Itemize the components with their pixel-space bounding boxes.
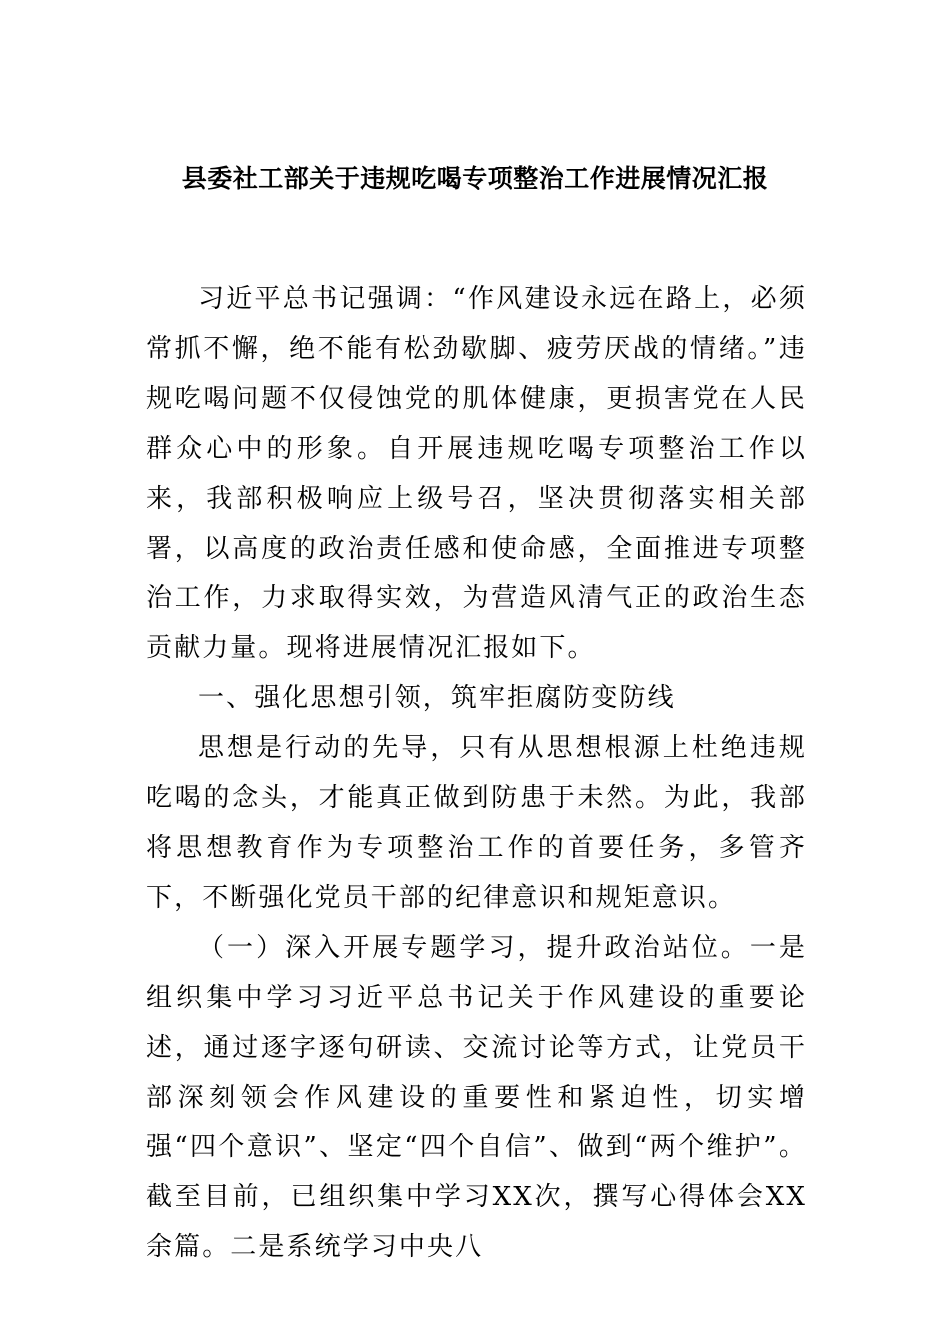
paragraph-section-1: 思想是行动的先导，只有从思想根源上杜绝违规吃喝的念头，才能真正做到防患于未然。为此，我部将思想教育作为专项整治工作的首要任务，多管齐下，不断强化党员干部的纪律意识和规矩意识。 — [146, 733, 807, 913]
document-title: 县委社工部关于违规吃喝专项整治工作进展情况汇报 — [181, 164, 769, 193]
paragraph-intro: 习近平总书记强调：“作风建设永远在路上，必须常抓不懈，绝不能有松劲歇脚、疲劳厌战的情绪。”违规吃喝问题不仅侵蚀党的肌体健康，更损害党在人民群众心中的形象。自开展违规吃喝专项整治工作以来，我部积极响应上级号召，坚决贯彻落实相关部署，以高度的政治责任感和使命感，全面推进专项整治工作，力求取得实效，为营造风清气正的政治生态贡献力量。现将进展情况汇报如下。 — [146, 284, 807, 664]
section-heading-1: 一、强化思想引领，筑牢拒腐防变防线 — [198, 683, 676, 714]
document-body — [146, 275, 807, 1273]
paragraph-subsection-1: （一）深入开展专题学习，提升政治站位。一是组织集中学习习近平总书记关于作风建设的重要论述，通过逐字逐句研读、交流讨论等方式，让党员干部深刻领会作风建设的重要性和紧迫性，切实增强“四个意识”、坚定“四个自信”、做到“两个维护”。截至目前，已组织集中学习XX次，撰写心得体会XX余篇。二是系统学习中央八 — [146, 932, 807, 1263]
